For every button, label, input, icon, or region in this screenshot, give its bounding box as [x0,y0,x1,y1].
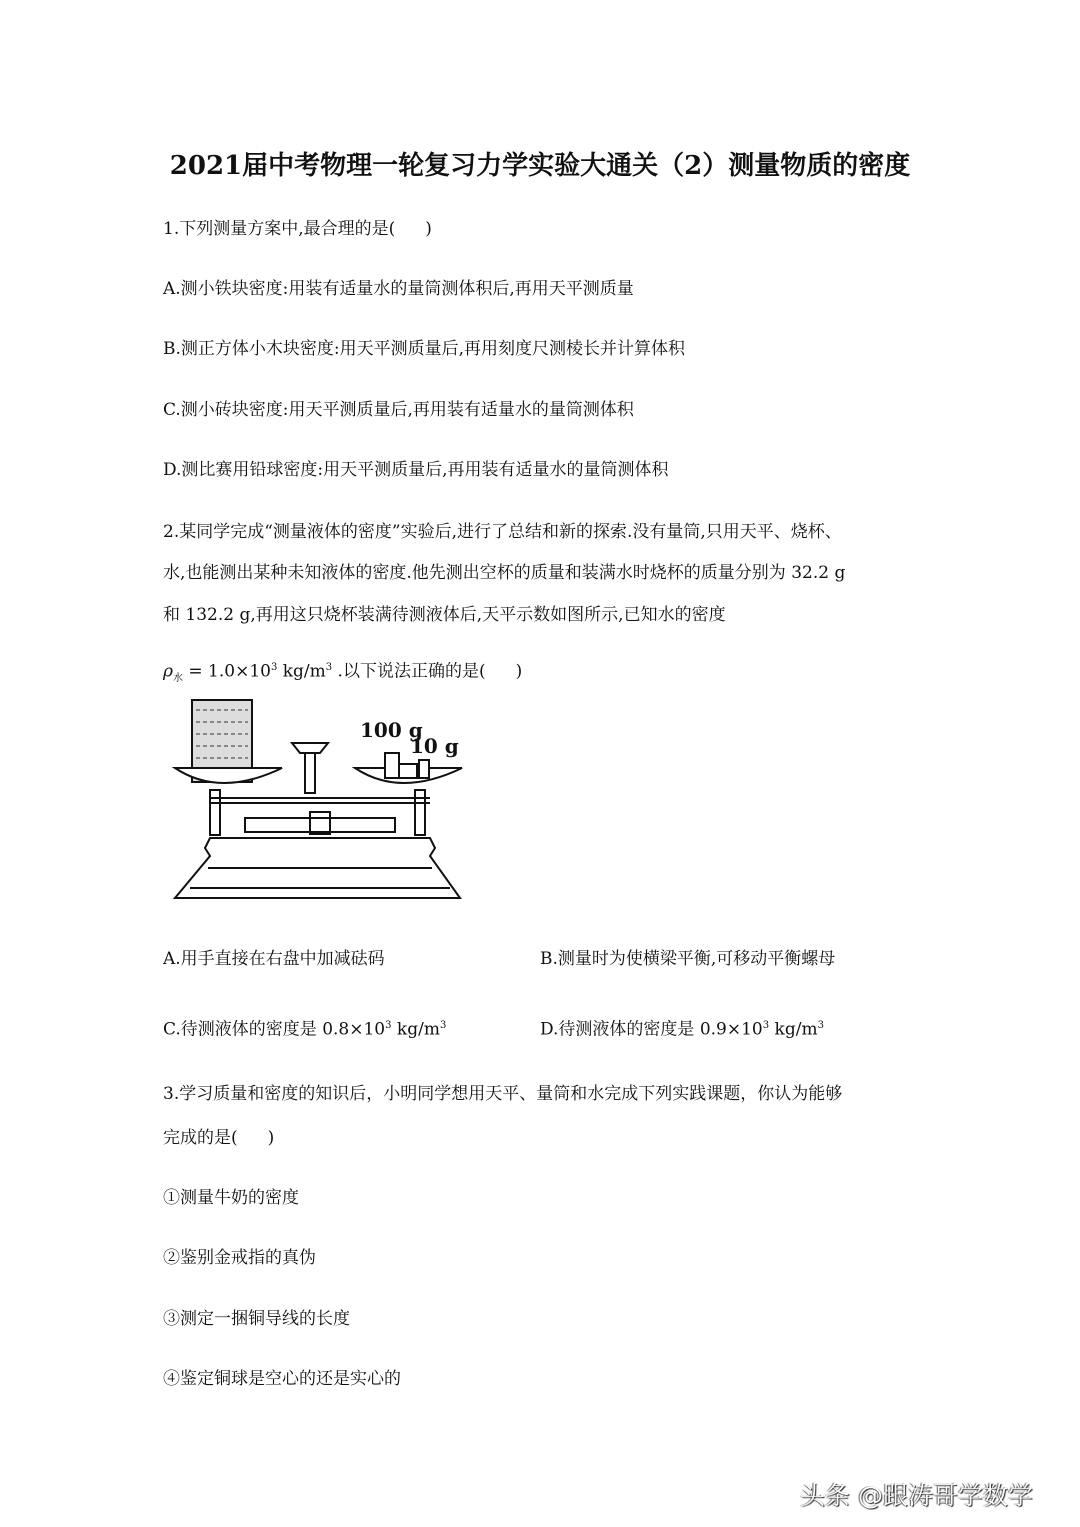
q1-option-b: B.测正方体小木块密度:用天平测质量后,再用刻度尺测棱长并计算体积 [163,339,686,359]
q1-option-a: A.测小铁块密度:用装有适量水的量筒测体积后,再用天平测质量 [163,279,634,299]
q2-stem-line: 水,也能测出某种未知液体的密度.他先测出空杯的质量和装满水时烧杯的质量分别为 32.2 g [163,563,846,583]
q3-item: ②鉴别金戒指的真伪 [163,1248,316,1268]
q3-item: ③测定一捆铜导线的长度 [163,1309,350,1329]
q1-option-c: C.测小砖块密度:用天平测质量后,再用装有适量水的量筒测体积 [163,400,634,420]
q2-formula: $\rho_水 = 1.0\times 10^3$ $kg/m^3$ .以下说法正确的是( ) [163,661,523,685]
q1-stem: 1.下列测量方案中,最合理的是( ) [163,219,432,239]
q1-option-d: D.测比赛用铅球密度:用天平测质量后,再用装有适量水的量筒测体积 [163,460,669,480]
q2-stem-line: 2.某同学完成“测量液体的密度”实验后,进行了总结和新的探索.没有量筒,只用天平、烧杯、 [163,522,842,542]
watermark: 头条 @跟涛哥学数学 [800,1481,1033,1510]
q2-option-a: A.用手直接在右盘中加减砝码 [163,949,385,969]
q3-stem-line: 完成的是( ) [163,1128,275,1148]
q3-item: ④鉴定铜球是空心的还是实心的 [163,1369,401,1389]
q2-option-c: C.待测液体的密度是 $0.8\times 10^3$ $kg/m^3$ [163,1019,447,1040]
q3-stem-line: 3.学习质量和密度的知识后，小明同学想用天平、量筒和水完成下列实践课题，你认为能够 [163,1084,843,1104]
q2-stem-line: 和 132.2 g,再用这只烧杯装满待测液体后,天平示数如图所示,已知水的密度 [163,605,726,625]
q2-option-d: D.待测液体的密度是 $0.9\times 10^3$ $kg/m^3$ [540,1019,824,1040]
weight-10g-label: 10 g [410,734,459,758]
weight-100g-label: 100 g [360,718,423,742]
document-title: 2021届中考物理一轮复习力学实验大通关（2）测量物质的密度 [169,151,911,181]
balance-scale-figure [170,698,470,912]
q3-item: ①测量牛奶的密度 [163,1188,299,1208]
q2-option-b: B.测量时为使横梁平衡,可移动平衡螺母 [540,949,836,969]
